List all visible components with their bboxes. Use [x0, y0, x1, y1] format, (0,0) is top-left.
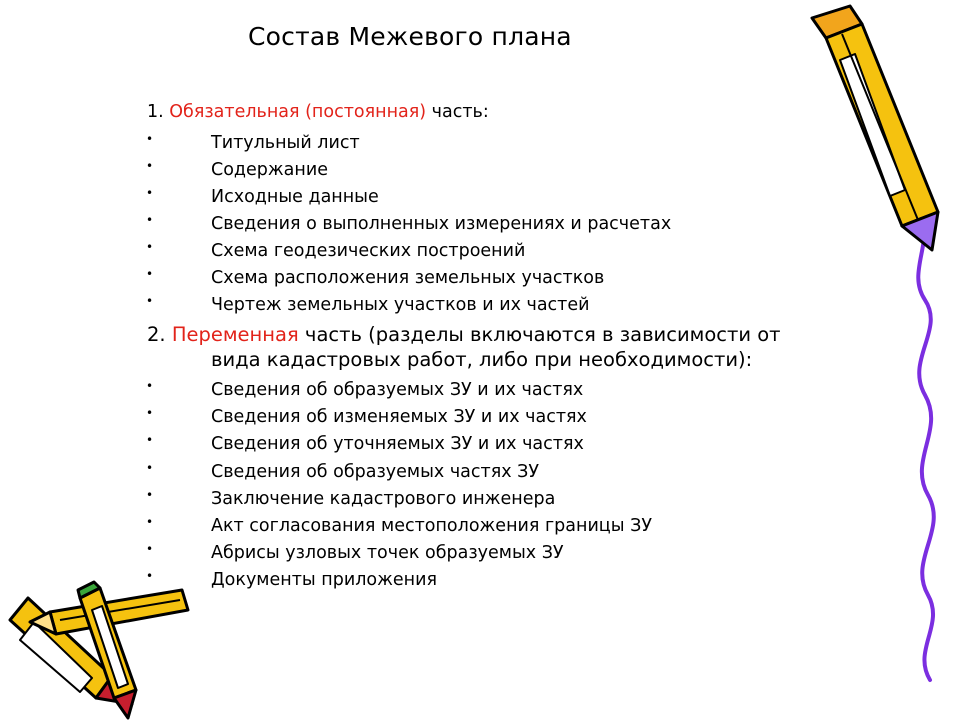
list-item: [0, 295, 900, 322]
section2-highlight: Переменная: [171, 323, 299, 346]
list-item: [0, 570, 900, 597]
list-item-text: Абрисы узловых точек образуемых ЗУ: [211, 543, 564, 563]
bullet: •: [146, 159, 154, 173]
list-item-text: Исходные данные: [211, 187, 379, 207]
list-item-text: Сведения об уточняемых ЗУ и их частях: [211, 434, 584, 454]
list-item-text: Чертеж земельных участков и их частей: [211, 295, 590, 315]
bullet: •: [146, 406, 154, 420]
list-item-text: Сведения о выполненных измерениях и расчетах: [211, 214, 672, 234]
section1-rest: часть:: [426, 102, 489, 122]
list-item: [0, 133, 900, 160]
list-item-text: Содержание: [211, 160, 328, 180]
list-item: [0, 434, 900, 461]
bullet: •: [146, 488, 154, 502]
list-item: [0, 268, 900, 295]
list-item-text: Документы приложения: [211, 570, 437, 590]
list-item: [0, 407, 900, 434]
list-item: [0, 516, 900, 543]
bullet: •: [146, 186, 154, 200]
bullet: •: [146, 515, 154, 529]
bullet: •: [146, 461, 154, 475]
bullet: •: [146, 569, 154, 583]
slide-title: Состав Межевого плана: [248, 22, 572, 51]
section1-number: 1.: [147, 102, 170, 122]
list-item: [0, 489, 900, 516]
bullet: •: [146, 267, 154, 281]
list-item: [0, 241, 900, 268]
bullet: •: [146, 542, 154, 556]
list-item-text: Сведения об образуемых ЗУ и их частях: [211, 380, 584, 400]
section2-heading: [147, 323, 781, 346]
list-item-text: Схема расположения земельных участков: [211, 268, 605, 288]
bullet: •: [146, 379, 154, 393]
list-item: [0, 462, 900, 489]
section2-number: 2.: [147, 323, 172, 346]
list-item-text: Схема геодезических построений: [211, 241, 526, 261]
bullet: •: [146, 132, 154, 146]
list-item: [0, 187, 900, 214]
list-item-text: Титульный лист: [211, 133, 360, 153]
list-item-text: Сведения об образуемых частях ЗУ: [211, 462, 540, 482]
bullet: •: [146, 240, 154, 254]
list-item-text: Заключение кадастрового инженера: [211, 489, 556, 509]
list-item: [0, 214, 900, 241]
bullet: •: [146, 294, 154, 308]
bullet: •: [146, 213, 154, 227]
section2-rest: часть (разделы включаются в зависимости от: [298, 323, 781, 346]
bullet: •: [146, 433, 154, 447]
list-item: [0, 160, 900, 187]
list-item: [0, 543, 900, 570]
section2-heading-line2: вида кадастровых работ, либо при необходимости):: [211, 348, 753, 371]
list-item: [0, 380, 900, 407]
list-item-text: Акт согласования местоположения границы ЗУ: [211, 516, 652, 536]
section1-highlight: Обязательная (постоянная): [169, 102, 427, 122]
list-item-text: Сведения об изменяемых ЗУ и их частях: [211, 407, 587, 427]
section1-heading: [147, 102, 489, 122]
